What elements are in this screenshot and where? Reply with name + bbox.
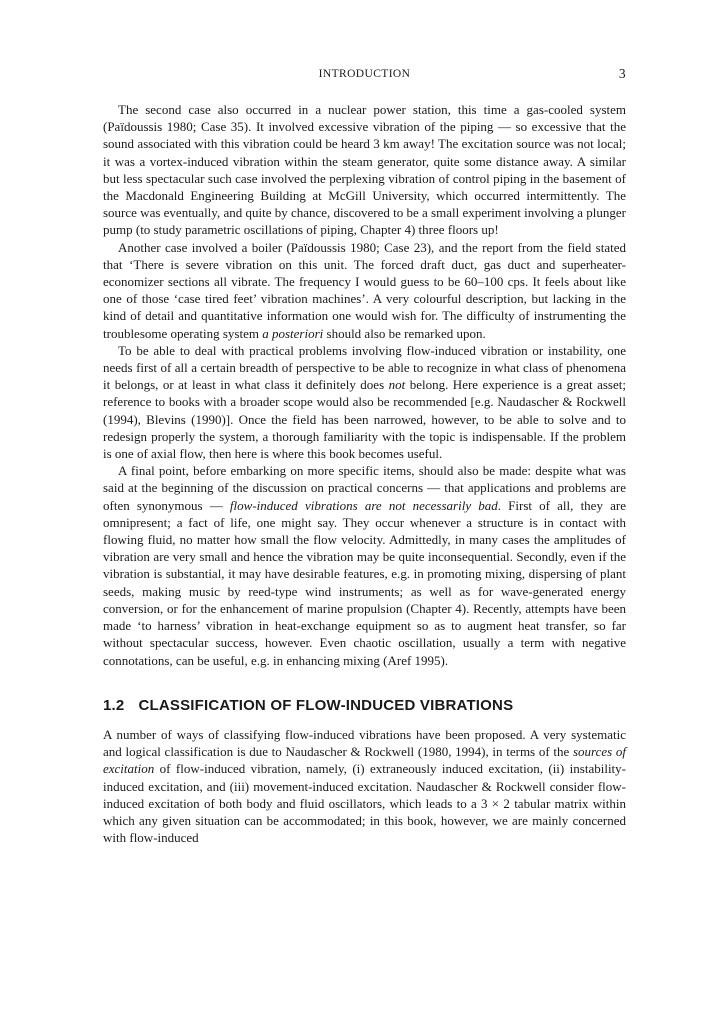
paragraph bbox=[103, 342, 626, 462]
text-run: of flow-induced vibration, namely, (i) extraneously induced excitation, (ii) instability-induced excitation, and (iii) movement-induced excitation. Naudascher & Rockwell consider flow-induced excitation of both body and fluid oscillators, which leads to a 3 × 2 tabular matrix within which any given situation can be accommodated; in this book, however, we are mainly concerned with flow-induced bbox=[103, 761, 626, 846]
emphasis-text: sources of excitation bbox=[103, 744, 626, 777]
text-run: A final point, before embarking on more specific items, should also be made: despite what was said at the beginning of the discussion on practical concerns — that applications and problems are often synonymous — bbox=[103, 463, 626, 513]
emphasis-text: a posteriori bbox=[262, 325, 324, 341]
running-header bbox=[103, 66, 626, 84]
paragraph bbox=[103, 101, 626, 239]
section-number: 1.2 bbox=[103, 696, 125, 714]
paragraph bbox=[103, 462, 626, 668]
text-run: The second case also occurred in a nuclear power station, this time a gas-cooled system (Païdoussis 1980; Case 35). It involved excessive vibration of the piping — so excessive that the sound associated with this vibration could be heard 3 km away! The excitation source was not local; it was a vortex-induced vibration within the steam generator, quite some distance away. A similar but less spectacular such case involved the perplexing vibration of control piping in the basement of the Macdonald Engineering Building at McGill University, which occurred intermittently. The source was eventually, and quite by chance, discovered to be a small experiment involving a plunger pump (to study parametric oscillations of piping, Chapter 4) three floors up! bbox=[103, 102, 626, 238]
emphasis-text: not bbox=[388, 377, 406, 393]
emphasis-text: flow-induced vibrations are not necessarily bad bbox=[229, 497, 498, 513]
text-run: . First of all, they are omnipresent; a fact of life, one might say. They occur whenever a structure is in contact with flowing fluid, no matter how small the flow velocity. Admittedly, in many cases the amplitudes of vibration are very small and hence the vibration may be quite inconsequential. Secondly, even if the vibration is substantial, it may have desirable features, e.g. in promoting mixing, dispersing of plant seeds, making music by reed-type wind instruments; as well as for wave-generated energy conversion, or for the enhancement of marine propulsion (Chapter 4). Recently, attempts have been made ‘to harness’ vibration in heat-exchange equipment so as to augment heat transfer, so far without spectacular success, however. Even chaotic oscillation, usually a term with negative connotations, can be useful, e.g. in enhancing mixing (Aref 1995). bbox=[103, 497, 626, 668]
text-run: should also be remarked upon. bbox=[323, 325, 486, 341]
page-number: 3 bbox=[618, 66, 626, 81]
body-text bbox=[103, 101, 626, 846]
section-heading bbox=[103, 697, 626, 714]
page bbox=[103, 66, 626, 846]
paragraph bbox=[103, 239, 626, 342]
text-run: To be able to deal with practical problems involving flow-induced vibration or instability, one needs first of all a certain breadth of perspective to be able to recognize in what class of phenomena it belongs, or at least in what class it definitely does bbox=[103, 342, 626, 393]
paragraph bbox=[103, 726, 626, 846]
running-title: INTRODUCTION bbox=[318, 68, 411, 80]
text-run: A number of ways of classifying flow-induced vibrations have been proposed. A very systematic and logical classification is due to Naudascher & Rockwell (1980, 1994), in terms of the bbox=[103, 726, 626, 760]
text-run: Another case involved a boiler (Païdoussis 1980; Case 23), and the report from the field stated that ‘There is severe vibration on this unit. The forced draft duct, gas duct and superheater-economizer sections all vibrate. The frequency I would guess to be 60–100 cps. It feels about like one of those ‘case tired feet’ vibration machines’. A very colourful description, but lacking in the kind of detail and quantitative information one would wish for. The difficulty of instrumenting the troublesome operating system bbox=[103, 239, 626, 341]
text-run: belong. Here experience is a great asset; reference to books with a broader scope would also be recommended [e.g. Naudascher & Rockwell (1994), Blevins (1990)]. Once the field has been narrowed, however, to be able to solve and to redesign properly the system, a thorough familiarity with the topic is indispensable. If the problem is one of axial flow, then here is where this book becomes useful. bbox=[103, 377, 626, 462]
section-title: CLASSIFICATION OF FLOW-INDUCED VIBRATIONS bbox=[138, 696, 514, 714]
